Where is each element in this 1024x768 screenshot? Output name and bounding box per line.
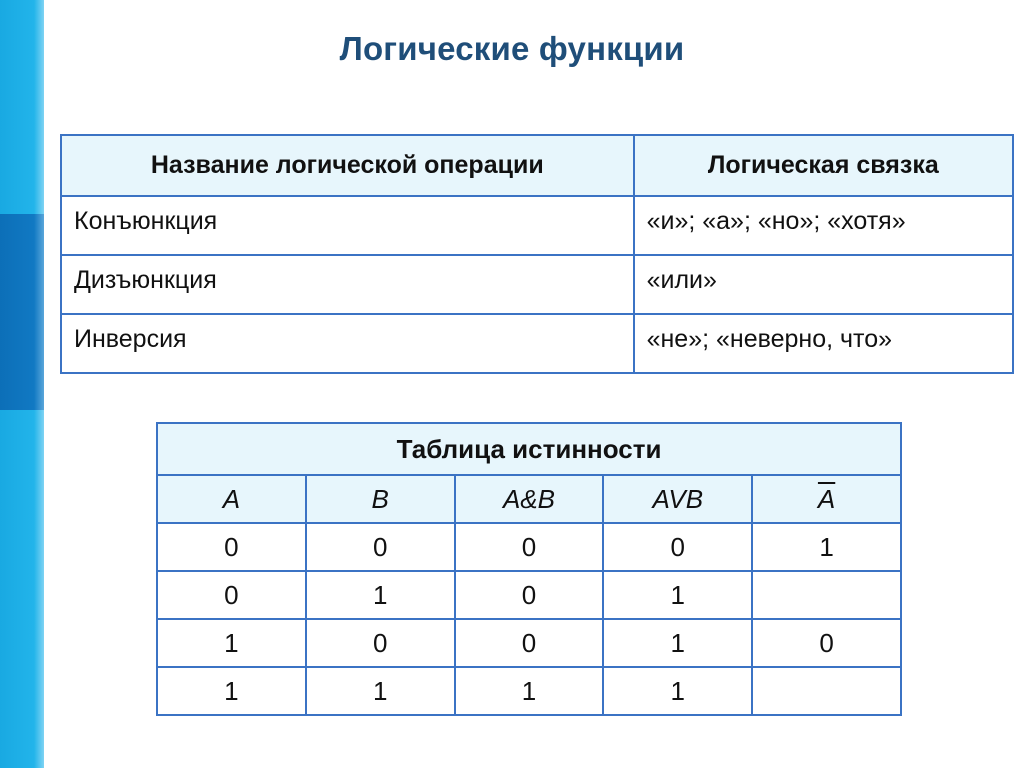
- table-row: [157, 667, 901, 715]
- side-decoration-accent: [0, 214, 44, 410]
- truth-table-caption-row: [157, 423, 901, 475]
- table-row: [157, 523, 901, 571]
- table-cell: 0: [455, 523, 604, 571]
- table-cell: 0: [306, 523, 455, 571]
- table-cell: 0: [752, 619, 901, 667]
- table-cell: 0: [455, 619, 604, 667]
- logical-operations-table: [60, 134, 1014, 374]
- table-cell: 1: [603, 667, 752, 715]
- table-cell: 1: [603, 619, 752, 667]
- column-header-b: B: [306, 475, 455, 523]
- table-cell: 0: [603, 523, 752, 571]
- table-cell: 1: [157, 619, 306, 667]
- truth-table-header-row: [157, 475, 901, 523]
- column-header-connective: Логическая связка: [634, 135, 1013, 196]
- operation-name-cell: Дизъюнкция: [61, 255, 634, 314]
- connective-cell: «и»; «а»; «но»; «хотя»: [634, 196, 1013, 255]
- side-decoration-bar: [0, 0, 44, 768]
- table-cell: 1: [603, 571, 752, 619]
- table-row: [157, 571, 901, 619]
- page-title: Логические функции: [339, 30, 685, 67]
- column-header-disjunction: AVB: [603, 475, 752, 523]
- table-cell: [752, 667, 901, 715]
- table-row: [157, 619, 901, 667]
- table-row: [61, 314, 1013, 373]
- table-row: [61, 255, 1013, 314]
- truth-table: [156, 422, 902, 716]
- table-cell: 0: [157, 523, 306, 571]
- table-cell: 0: [455, 571, 604, 619]
- table-cell: 1: [455, 667, 604, 715]
- table-cell: 1: [306, 667, 455, 715]
- column-header-operation-name: Название логической операции: [61, 135, 634, 196]
- column-header-conjunction: A&B: [455, 475, 604, 523]
- table-cell: 1: [157, 667, 306, 715]
- column-header-a: A: [157, 475, 306, 523]
- column-header-negation: $\overline{A}$: [752, 475, 901, 523]
- table-cell: [752, 571, 901, 619]
- table-cell: 0: [157, 571, 306, 619]
- table-cell: 0: [306, 619, 455, 667]
- operation-name-cell: Инверсия: [61, 314, 634, 373]
- table-header-row: [61, 135, 1013, 196]
- connective-cell: «не»; «неверно, что»: [634, 314, 1013, 373]
- truth-table-caption: Таблица истинности: [157, 423, 901, 475]
- table-cell: 1: [752, 523, 901, 571]
- operation-name-cell: Конъюнкция: [61, 196, 634, 255]
- table-cell: 1: [306, 571, 455, 619]
- connective-cell: «или»: [634, 255, 1013, 314]
- table-row: [61, 196, 1013, 255]
